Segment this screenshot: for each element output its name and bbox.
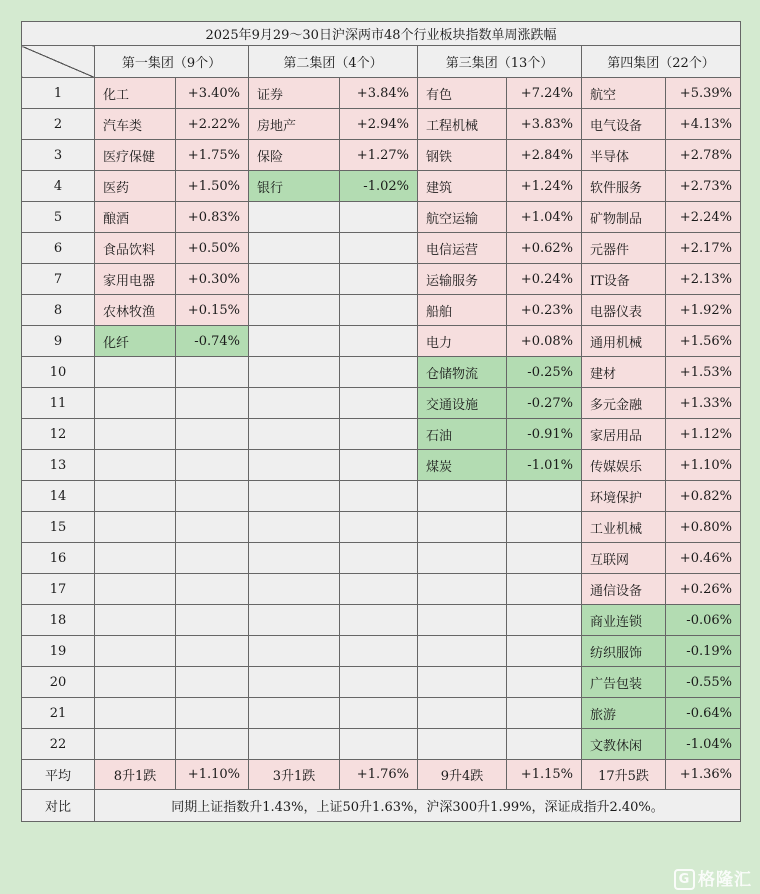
sector-performance-table [21, 21, 741, 822]
sector-change: +1.75% [176, 140, 249, 171]
sector-name: 通信设备 [582, 574, 666, 605]
empty-cell [249, 233, 340, 264]
empty-cell [418, 667, 507, 698]
empty-cell [176, 574, 249, 605]
sector-name: 航空运输 [418, 202, 507, 233]
sector-change: -0.91% [507, 419, 582, 450]
sector-change: +3.40% [176, 78, 249, 109]
table-row [22, 171, 741, 202]
sector-name: 医药 [95, 171, 176, 202]
sector-change: +0.82% [666, 481, 741, 512]
watermark-text: 格隆汇 [698, 869, 752, 890]
empty-cell [249, 543, 340, 574]
sector-change: -0.55% [666, 667, 741, 698]
group-up-down-count: 8升1跌 [95, 760, 176, 790]
empty-cell [507, 636, 582, 667]
group-header: 第二集团（4个） [249, 46, 418, 78]
row-rank: 9 [22, 326, 95, 357]
sector-name: 电信运营 [418, 233, 507, 264]
sector-name: 煤炭 [418, 450, 507, 481]
group-header: 第四集团（22个） [582, 46, 741, 78]
row-rank: 8 [22, 295, 95, 326]
sector-name: 软件服务 [582, 171, 666, 202]
comparison-label: 对比 [22, 790, 95, 822]
group-header: 第三集团（13个） [418, 46, 582, 78]
empty-cell [176, 419, 249, 450]
empty-cell [340, 543, 418, 574]
empty-cell [95, 636, 176, 667]
empty-cell [176, 543, 249, 574]
table-row [22, 636, 741, 667]
sector-name: 建材 [582, 357, 666, 388]
empty-cell [249, 326, 340, 357]
group-average-change: +1.15% [507, 760, 582, 790]
empty-cell [418, 481, 507, 512]
empty-cell [95, 388, 176, 419]
sector-name: 钢铁 [418, 140, 507, 171]
row-rank: 17 [22, 574, 95, 605]
sector-change: +1.53% [666, 357, 741, 388]
table-row [22, 667, 741, 698]
sector-name: 电力 [418, 326, 507, 357]
row-rank: 15 [22, 512, 95, 543]
empty-cell [340, 202, 418, 233]
sector-change: +1.56% [666, 326, 741, 357]
empty-cell [418, 729, 507, 760]
sector-name: 酿酒 [95, 202, 176, 233]
sector-name: 工业机械 [582, 512, 666, 543]
empty-cell [340, 667, 418, 698]
sector-name: 工程机械 [418, 109, 507, 140]
empty-cell [507, 481, 582, 512]
table-row [22, 78, 741, 109]
sector-change: +1.12% [666, 419, 741, 450]
sector-change: +0.08% [507, 326, 582, 357]
empty-cell [340, 512, 418, 543]
sector-change: -0.74% [176, 326, 249, 357]
sector-change: +0.23% [507, 295, 582, 326]
sector-change: +1.50% [176, 171, 249, 202]
sector-change: +2.13% [666, 264, 741, 295]
row-rank: 2 [22, 109, 95, 140]
empty-cell [507, 698, 582, 729]
empty-cell [176, 512, 249, 543]
group-up-down-count: 3升1跌 [249, 760, 340, 790]
empty-cell [249, 450, 340, 481]
table-row [22, 264, 741, 295]
empty-cell [95, 729, 176, 760]
sector-name: 食品饮料 [95, 233, 176, 264]
row-rank: 4 [22, 171, 95, 202]
sector-change: +1.27% [340, 140, 418, 171]
table-row [22, 605, 741, 636]
empty-cell [507, 512, 582, 543]
empty-cell [95, 667, 176, 698]
sector-change: +2.17% [666, 233, 741, 264]
table-row [22, 109, 741, 140]
empty-cell [95, 698, 176, 729]
group-header: 第一集团（9个） [95, 46, 249, 78]
empty-cell [95, 419, 176, 450]
sector-name: 互联网 [582, 543, 666, 574]
sector-change: +0.62% [507, 233, 582, 264]
table-row [22, 388, 741, 419]
sector-name: 建筑 [418, 171, 507, 202]
table-row [22, 233, 741, 264]
empty-cell [176, 667, 249, 698]
group-average-change: +1.76% [340, 760, 418, 790]
average-row [22, 760, 741, 790]
sector-change: +1.04% [507, 202, 582, 233]
empty-cell [95, 357, 176, 388]
empty-cell [95, 512, 176, 543]
sector-change: -0.19% [666, 636, 741, 667]
sector-name: 保险 [249, 140, 340, 171]
sector-change: +0.83% [176, 202, 249, 233]
empty-cell [249, 512, 340, 543]
empty-cell [95, 605, 176, 636]
sector-change: +0.26% [666, 574, 741, 605]
sector-change: +0.46% [666, 543, 741, 574]
row-rank: 10 [22, 357, 95, 388]
sector-name: 元器件 [582, 233, 666, 264]
sector-name: 农林牧渔 [95, 295, 176, 326]
sector-change: +7.24% [507, 78, 582, 109]
sector-name: 通用机械 [582, 326, 666, 357]
sector-name: 传媒娱乐 [582, 450, 666, 481]
empty-cell [340, 295, 418, 326]
empty-cell [176, 605, 249, 636]
table-row [22, 481, 741, 512]
sector-name: 电气设备 [582, 109, 666, 140]
empty-cell [249, 667, 340, 698]
empty-cell [340, 698, 418, 729]
row-rank: 3 [22, 140, 95, 171]
empty-cell [340, 636, 418, 667]
row-rank: 16 [22, 543, 95, 574]
sector-name: 证券 [249, 78, 340, 109]
empty-cell [340, 419, 418, 450]
table-row [22, 512, 741, 543]
empty-cell [95, 481, 176, 512]
sector-name: 航空 [582, 78, 666, 109]
sector-change: +1.92% [666, 295, 741, 326]
sector-name: 船舶 [418, 295, 507, 326]
sector-name: IT设备 [582, 264, 666, 295]
table-row [22, 698, 741, 729]
sector-change: +3.83% [507, 109, 582, 140]
sector-name: 交通设施 [418, 388, 507, 419]
row-rank: 21 [22, 698, 95, 729]
row-rank: 5 [22, 202, 95, 233]
empty-cell [340, 233, 418, 264]
empty-cell [340, 481, 418, 512]
empty-cell [249, 605, 340, 636]
sector-name: 旅游 [582, 698, 666, 729]
sector-change: +0.24% [507, 264, 582, 295]
empty-cell [418, 698, 507, 729]
empty-cell [95, 543, 176, 574]
comparison-row [22, 790, 741, 822]
row-rank: 18 [22, 605, 95, 636]
empty-cell [176, 698, 249, 729]
sector-name: 商业连锁 [582, 605, 666, 636]
table-row [22, 729, 741, 760]
sector-name: 化纤 [95, 326, 176, 357]
row-rank: 1 [22, 78, 95, 109]
empty-cell [340, 450, 418, 481]
table-row [22, 357, 741, 388]
empty-cell [249, 295, 340, 326]
sector-change: +2.22% [176, 109, 249, 140]
sector-change: +0.50% [176, 233, 249, 264]
sector-name: 化工 [95, 78, 176, 109]
empty-cell [176, 450, 249, 481]
table-row [22, 419, 741, 450]
corner-diagonal-cell [22, 46, 95, 78]
sector-change: -0.27% [507, 388, 582, 419]
sector-change: +1.24% [507, 171, 582, 202]
empty-cell [249, 729, 340, 760]
group-average-change: +1.36% [666, 760, 741, 790]
table-row [22, 295, 741, 326]
empty-cell [418, 543, 507, 574]
empty-cell [176, 729, 249, 760]
empty-cell [507, 667, 582, 698]
row-rank: 20 [22, 667, 95, 698]
empty-cell [176, 388, 249, 419]
sector-name: 家用电器 [95, 264, 176, 295]
sector-name: 医疗保健 [95, 140, 176, 171]
sector-change: +0.80% [666, 512, 741, 543]
empty-cell [340, 388, 418, 419]
empty-cell [95, 574, 176, 605]
empty-cell [340, 729, 418, 760]
table-row [22, 202, 741, 233]
empty-cell [340, 264, 418, 295]
row-rank: 13 [22, 450, 95, 481]
group-up-down-count: 9升4跌 [418, 760, 507, 790]
sector-name: 银行 [249, 171, 340, 202]
sector-change: +1.10% [666, 450, 741, 481]
empty-cell [507, 574, 582, 605]
table-row [22, 326, 741, 357]
watermark-logo [674, 865, 752, 891]
sector-change: +2.94% [340, 109, 418, 140]
sector-change: -0.64% [666, 698, 741, 729]
sector-change: -1.01% [507, 450, 582, 481]
sector-change: -0.25% [507, 357, 582, 388]
sector-change: +1.33% [666, 388, 741, 419]
sector-name: 纺织服饰 [582, 636, 666, 667]
sector-name: 多元金融 [582, 388, 666, 419]
row-rank: 14 [22, 481, 95, 512]
sector-name: 半导体 [582, 140, 666, 171]
sector-change: +4.13% [666, 109, 741, 140]
sector-name: 有色 [418, 78, 507, 109]
row-rank: 19 [22, 636, 95, 667]
sector-change: +5.39% [666, 78, 741, 109]
sector-change: -1.02% [340, 171, 418, 202]
sector-name: 汽车类 [95, 109, 176, 140]
row-rank: 7 [22, 264, 95, 295]
comparison-text: 同期上证指数升1.43%，上证50升1.63%，沪深300升1.99%，深证成指升2.40%。 [95, 790, 741, 822]
empty-cell [507, 543, 582, 574]
empty-cell [507, 605, 582, 636]
empty-cell [507, 729, 582, 760]
row-rank: 12 [22, 419, 95, 450]
empty-cell [340, 357, 418, 388]
empty-cell [249, 388, 340, 419]
sector-name: 广告包装 [582, 667, 666, 698]
sector-name: 家居用品 [582, 419, 666, 450]
empty-cell [249, 419, 340, 450]
table-row [22, 574, 741, 605]
empty-cell [249, 202, 340, 233]
empty-cell [340, 326, 418, 357]
empty-cell [176, 357, 249, 388]
row-rank: 6 [22, 233, 95, 264]
empty-cell [249, 574, 340, 605]
group-up-down-count: 17升5跌 [582, 760, 666, 790]
empty-cell [418, 574, 507, 605]
empty-cell [340, 605, 418, 636]
empty-cell [249, 481, 340, 512]
empty-cell [249, 698, 340, 729]
row-rank: 22 [22, 729, 95, 760]
row-rank: 11 [22, 388, 95, 419]
empty-cell [418, 512, 507, 543]
empty-cell [249, 264, 340, 295]
sector-change: +0.30% [176, 264, 249, 295]
sector-name: 环境保护 [582, 481, 666, 512]
average-label: 平均 [22, 760, 95, 790]
empty-cell [418, 636, 507, 667]
table-row [22, 450, 741, 481]
empty-cell [176, 636, 249, 667]
sector-name: 文教休闲 [582, 729, 666, 760]
sector-name: 电器仪表 [582, 295, 666, 326]
sector-name: 运输服务 [418, 264, 507, 295]
sector-change: -1.04% [666, 729, 741, 760]
sector-name: 矿物制品 [582, 202, 666, 233]
sector-change: +2.78% [666, 140, 741, 171]
group-average-change: +1.10% [176, 760, 249, 790]
sector-name: 房地产 [249, 109, 340, 140]
table-title: 2025年9月29～30日沪深两市48个行业板块指数单周涨跌幅 [22, 22, 741, 46]
table-row [22, 543, 741, 574]
table-row [22, 140, 741, 171]
empty-cell [249, 636, 340, 667]
sector-change: +2.84% [507, 140, 582, 171]
sector-change: +2.24% [666, 202, 741, 233]
sector-name: 石油 [418, 419, 507, 450]
sector-change: +3.84% [340, 78, 418, 109]
empty-cell [418, 605, 507, 636]
empty-cell [249, 357, 340, 388]
empty-cell [340, 574, 418, 605]
empty-cell [176, 481, 249, 512]
sector-change: +2.73% [666, 171, 741, 202]
logo-icon: G [674, 869, 695, 890]
sector-change: -0.06% [666, 605, 741, 636]
empty-cell [95, 450, 176, 481]
sector-change: +0.15% [176, 295, 249, 326]
sector-name: 仓储物流 [418, 357, 507, 388]
